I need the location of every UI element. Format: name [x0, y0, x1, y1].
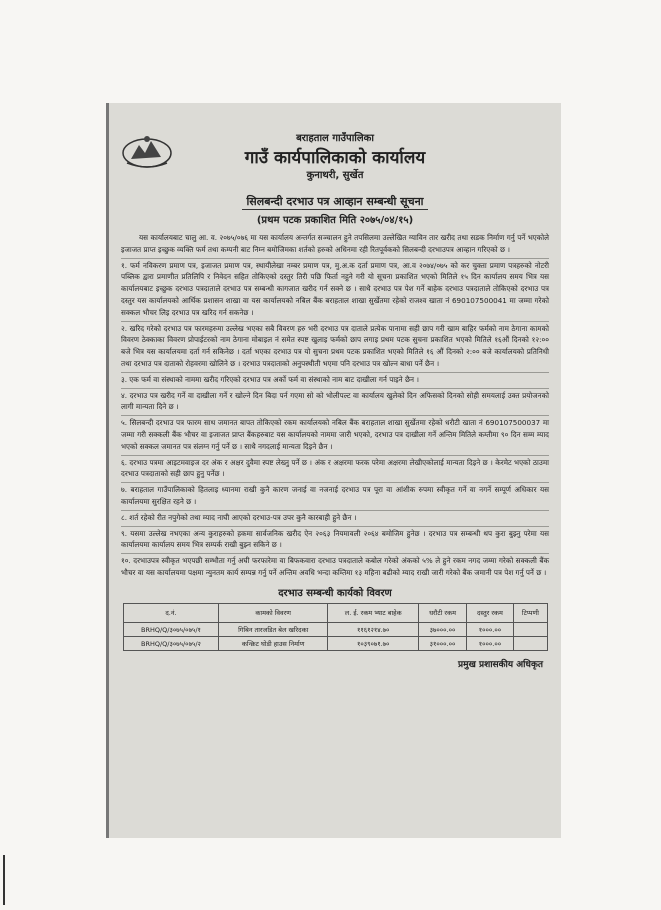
- column-header: टिप्पणी: [513, 603, 547, 622]
- condition-item: १०. दरभाउपत्र स्वीकृत भएपछी सम्भौता गर्नु अघी फरफारेमा वा बिफकवारा दरभाउ पत्रदाताले कबोल गरेको अंकको ५% ले हुने रकम नगद जम्मा गरेको सक्कली बैंक भौचर वा यस कार्यालयमा पक्षमा न्युनतम कार्य सम्पन्न गर्नु पर्ने अन्तिम अवधि भन्दा कम्तिमा १३ महिना बढीको म्याद राखी जारी गरेको बैंक जमानी पत्र पेश गर्नु पर्ने छ ।: [121, 553, 549, 579]
- condition-item: ७. बराहताल गाउँपालिकाको हितलाइ ध्यानमा राखी कुनै कारण जनाई वा नजनाई दरभाउ पत्र पूरा वा आंशीक रुपमा स्वीकृत गर्ने वा नगर्ने सम्पूर्ण अधिकार यस कार्यालयमा सुरक्षित रहने छ ।: [121, 482, 549, 508]
- notice-title: सिलबन्दी दरभाउ पत्र आव्हान सम्बन्धी सूचना: [242, 194, 427, 210]
- condition-item: ८. शर्त रहेको रीत नपुगेको तथा म्याद नाघी आएको दरभाउ-पत्र उपर कुनै कारबाही हुने छैन ।: [121, 510, 549, 524]
- table-header-row: [124, 603, 548, 622]
- newspaper-notice: [106, 103, 561, 838]
- table-cell: १०३९०७१.७०: [328, 636, 419, 650]
- table-cell: १०००.००: [467, 636, 514, 650]
- condition-item: ९. यसमा उल्लेख नभएका अन्य कुराहरुको हकमा सार्वजनिक खरीद ऐन २०६३ नियमावली २०६४ बमोजिम हुनेछ । दरभाउ पत्र सम्बन्धी थप कुरा बुझ्नु परेमा यस कार्यालयमा कार्यालय समय भित्र सम्पर्क राखी बुझ्न सकिने छ ।: [121, 526, 549, 552]
- table-cell: BRHQ/Q/३०७५/०७५/१: [124, 622, 219, 636]
- notice-intro: यस कार्यालयबाट चालु आ. व. २०७५/०७६ मा यस कार्यालय अन्तर्गत सञ्चालन हुने तपसिलमा उल्लेखित ग्याविन तार खरीद तथा सडक निर्माण गर्नु पर्ने भएकोले इजाजत प्राप्त इच्छुक व्यक्ति फर्म तथा कम्पनी बाट निम्न बमोजिमका शर्तको हरुको अधिनमा रही रितपूर्वकको सिलबन्दी दरभाउपत्र आव्हान गरिएको छ ।: [121, 233, 549, 254]
- table-cell: कन्क्रिट घोडी हाउस निर्माण: [218, 636, 328, 650]
- notice-subtitle: (प्रथम पटक प्रकाशित मिति २०७५/०४/१५): [256, 215, 414, 226]
- table-cell: १०००.००: [467, 622, 514, 636]
- works-table: [123, 603, 548, 651]
- works-section-title: दरभाउ सम्बन्धी कार्यको विवरण: [278, 587, 392, 599]
- condition-item: ३. एक फर्म वा संस्थाको नाममा खरीद गरिएको दरभाउ पत्र अर्को फर्म वा संस्थाको नाम बाट दाखीला गर्न पाइने छैन ।: [121, 372, 549, 386]
- column-header: दस्तुर रकम: [467, 603, 514, 622]
- table-cell: गिबिन तारजडित बेल खरिदका: [218, 622, 328, 636]
- notice-header: [109, 103, 561, 181]
- table-cell: [513, 622, 547, 636]
- condition-item: १. फर्म नविकरण प्रमाण पत्र, इजाजत प्रमाण पत्र, स्थायीलेखा नम्बर प्रमाण पत्र, मु.अ.क दर्ता प्रमाण पत्र, आ.व २०७४/०७५ को कर चुक्ता प्रमाण पत्रहरुको नोटरी पब्लिक द्वारा प्रमाणीत प्रतिलिपि र निवेदन सहित तोकिएको दस्तुर तिरी पछि फिर्ता नहुने गरी यो सूचना प्रकाशित भएको मितिले १५ दिन कार्यालय समय भित्र यस कार्यालयबाट इच्छुक दरभाउ पत्रदाताले दरभाउ पत्र सम्बन्धी कागजात खरीद गर्न सक्ने छ । साथै दरभाउ पत्र पेश गर्ने बाहेक दरभाउ पत्रदाताले तोकिएको दरभाउ पत्र दस्तुर यस कार्यालयको आर्थिक प्रशासन शाखा वा यस कार्यालयको नबिल बैंक बराहताल शाखा सुर्खेतमा रहेको राजश्व खाता नं 690107500041 मा जम्मा गरेको सक्कल भौचर लिइ दरभाउ पत्र खरिद गर्न सकनेछ ।: [121, 258, 549, 319]
- notice-title-block: [109, 190, 561, 226]
- office-title: गाउँ कार्यपालिकाको कार्यालय: [244, 148, 426, 168]
- notice-body: [109, 226, 561, 579]
- table-row: [124, 636, 548, 650]
- condition-item: ६. दरभाउ पत्रमा आइटमवाइज दर अंक र अक्षर दुवैमा स्पष्ट लेख्नु पर्ने छ । अंक र अक्षरमा फरक परेमा अक्षरमा लेखीएकोलाई मान्यता दिइने छ । केरमेट भएको ठाउमा दरभाउ पत्रदाताको सही छाप हुनु पर्नेछ ।: [121, 455, 549, 481]
- table-row: [124, 622, 548, 636]
- table-cell: [513, 636, 547, 650]
- office-location: कुनाथरी, सुर्खेत: [306, 170, 364, 181]
- table-cell: ३१०००.००: [418, 636, 466, 650]
- table-cell: BRHQ/Q/३०७५/०७५/२: [124, 636, 219, 650]
- table-cell: ११६१२१४.७०: [328, 622, 419, 636]
- column-header: कामको विवरण: [218, 603, 328, 622]
- column-header: द.नं.: [124, 603, 219, 622]
- scan-edge-mark: [3, 855, 5, 905]
- condition-item: ५. सिलबन्दी दरभाउ पत्र फारम साथ जमानत बापत तोकिएको रकम कार्यालयको नबिल बैंक बराहताल शाखा सुर्खेतमा रहेको धरौटी खाता नं 690107500037 मा जम्मा गरी सक्कली बैंक भौचर वा इजाजत प्राप्त बैंकहरुबाट यस कार्यालयको नाममा जारी भएको, दरभाउ पत्र दाखीला गर्ने अन्तिम मितिले कम्तीमा ९० दिन सम्म म्याद भएको सक्कल जमानत पत्र संलग्न गर्नु पर्ने छ । साथै नगदलाई मान्यता दिइने छैन ।: [121, 415, 549, 452]
- table-cell: ३७०००.००: [418, 622, 466, 636]
- column-header: ल. ई. रकम भ्याट बाहेक: [328, 603, 419, 622]
- column-header: धरौटी रकम: [418, 603, 466, 622]
- signatory: प्रमुख प्रशासकीय अधिकृत: [457, 659, 543, 670]
- condition-item: २. खरिद गरेको दरभाउ पत्र फारमहरुमा उल्लेख भएका सबै विवरण हरु भरी दरभाउ पत्र दाताले प्रत्येक पानामा सही छाप गरी खाम बाहिर फर्मको नाम ठेगाना कामको विवरण ठेक्काका विवरण प्रोपाईटरको नाम ठेगाना मोबाइल नं समेत स्पष्ट खुलाइ फर्मको छाप लगाइ प्रथम पटक सुचना प्रकाशित भएको मितिले १६औं दिनको १२:०० बजे भित्र यस कार्यालयमा दर्ता गर्न सकिनेछ । दर्ता भएका दरभाउ पत्र यो सुचना प्रथम पटक प्रकाशित भएको मितिले १६ औं दिनको २:०० बजे कार्यालयको प्रतिनिधी तथा दरभाउ पत्र दाताको रोहवरमा खोलिने छ । दरभाउ पत्रदाताको अनुपस्थीती भएमा पनि दरभाउ पत्र खोल्न बाधा पर्ने छैन ।: [121, 321, 549, 370]
- sub-organization: बराहताल गाउँपालिका: [296, 133, 374, 144]
- condition-item: ४. दरभाउ पत्र खरीद गर्ने वा दाखीला गर्ने र खोल्ने दिन बिदा पर्न गएमा सो को भोलीपल्ट वा कार्यालय खुलेको दिन अफिसको दिनको सोही समयलाई उक्त प्रयोजनको लागी मान्यता दिने छ ।: [121, 388, 549, 414]
